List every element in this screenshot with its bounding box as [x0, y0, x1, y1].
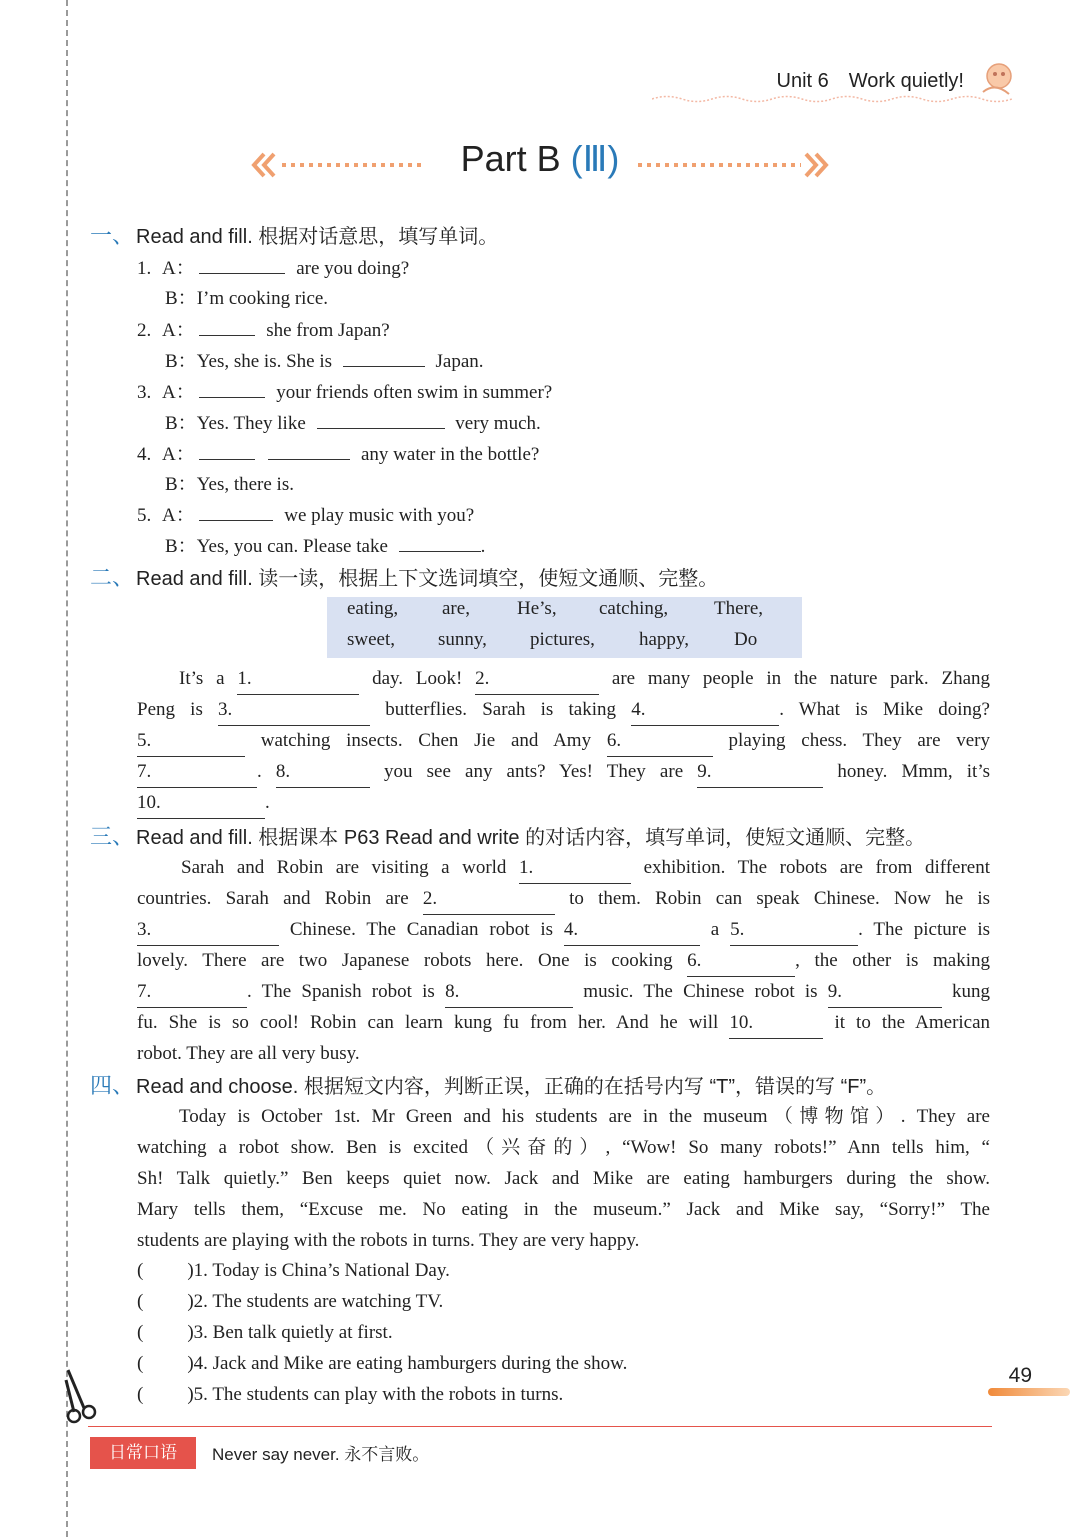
- s1-q4-a: [137, 439, 539, 469]
- answer-blank-5[interactable]: 5.: [730, 914, 858, 946]
- answer-blank[interactable]: [199, 439, 255, 460]
- word-bank-row: [327, 629, 802, 659]
- answer-blank-9[interactable]: 9.: [697, 756, 823, 788]
- s1-q2-b: [165, 346, 484, 376]
- q-text: are you doing?: [296, 258, 410, 279]
- page-number-bar: [988, 1388, 1070, 1396]
- q-text: very much.: [455, 413, 541, 434]
- answer-paren[interactable]: (: [137, 1384, 144, 1405]
- word-option: happy,: [639, 629, 689, 650]
- page-number: 49: [1008, 1364, 1032, 1387]
- section3-passage: [137, 852, 990, 1072]
- part-title-text: Part B: [460, 138, 561, 179]
- word-option: are,: [442, 598, 470, 619]
- q-number: 5.: [137, 505, 152, 526]
- answer-paren[interactable]: (: [137, 1291, 144, 1312]
- tf-question-1: ( )1. Today is China’s National Day.: [137, 1260, 450, 1281]
- q-text: .: [480, 536, 486, 557]
- section1-number: 一、: [90, 223, 135, 248]
- answer-blank-10[interactable]: 10.: [729, 1007, 823, 1039]
- header-wave-line: [652, 94, 1012, 104]
- answer-blank-7[interactable]: 7.: [137, 976, 247, 1008]
- answer-blank-10[interactable]: 10.: [137, 787, 265, 819]
- answer-blank-9[interactable]: 9.: [828, 976, 942, 1008]
- part-title-paren: (Ⅲ): [570, 138, 620, 179]
- answer-blank-7[interactable]: 7.: [137, 756, 257, 788]
- tf-question-3: ( )3. Ben talk quietly at first.: [137, 1322, 393, 1343]
- section3-number: 三、: [90, 824, 135, 849]
- speaker-a: A：: [162, 444, 195, 465]
- passage-line: Peng is 3. butterflies. Sarah is taking 4. . What is Mike doing?: [137, 694, 990, 725]
- answer-blank-6[interactable]: 6.: [607, 725, 713, 757]
- answer-blank[interactable]: [399, 531, 481, 552]
- section3-instruction: Read and fill. 根据课本 P63 Read and write 的对话内容，填写单词，使短文通顺、完整。: [136, 827, 926, 849]
- passage-line: fu. She is so cool! Robin can learn kung fu from her. And he will 10. it to the American: [137, 1007, 990, 1038]
- passage-line: 3. Chinese. The Canadian robot is 4. a 5. . The picture is: [137, 914, 990, 945]
- s1-q2-a: [137, 315, 390, 345]
- passage-line: watching a robot show. Ben is excited（兴奋的）, “Wow! So many robots!” Ann tells him, “: [137, 1137, 990, 1158]
- s1-q4-b: [165, 470, 294, 500]
- daily-phrase-badge: 日常口语: [90, 1437, 196, 1469]
- passage-line: robot. They are all very busy.: [137, 1043, 360, 1064]
- speaker-b: B：: [165, 413, 197, 434]
- section2-passage: [137, 663, 990, 823]
- s1-q1-b: [165, 284, 328, 314]
- q-text: Yes, she is. She is: [196, 351, 333, 372]
- answer-blank-5[interactable]: 5.: [137, 725, 245, 757]
- part-title: [0, 138, 1080, 180]
- section2-instruction: Read and fill. 读一读，根据上下文选词填空，使短文通顺、完整。: [136, 568, 719, 590]
- word-option: pictures,: [530, 629, 595, 650]
- answer-blank-8[interactable]: 8.: [276, 756, 370, 788]
- answer-blank-3[interactable]: 3.: [137, 914, 279, 946]
- answer-paren[interactable]: (: [137, 1260, 144, 1281]
- answer-blank[interactable]: [199, 253, 285, 274]
- passage-line: Today is October 1st. Mr Green and his students are in the museum（博物馆）. They are: [179, 1106, 990, 1127]
- q-number: 2.: [137, 320, 152, 341]
- passage-line: 7. . 8. you see any ants? Yes! They are 9. honey. Mmm, it’s: [137, 756, 990, 787]
- q-text: Yes, there is.: [196, 474, 294, 495]
- unit-title: Work quietly!: [848, 70, 964, 92]
- word-option: There,: [714, 598, 764, 619]
- s1-q5-a: [137, 500, 474, 530]
- answer-blank[interactable]: [199, 315, 255, 336]
- answer-blank-8[interactable]: 8.: [445, 976, 573, 1008]
- tf-question-4: ( )4. Jack and Mike are eating hamburgers during the show.: [137, 1353, 628, 1374]
- scissors-icon: [58, 1368, 102, 1426]
- q-text: she from Japan?: [266, 320, 390, 341]
- answer-blank-1[interactable]: 1.: [519, 852, 631, 884]
- passage-line: 7. . The Spanish robot is 8. music. The Chinese robot is 9. kung: [137, 976, 990, 1007]
- q-text: Japan.: [435, 351, 484, 372]
- passage-line: 10. .: [137, 787, 990, 818]
- tf-question-5: ( )5. The students can play with the robots in turns.: [137, 1384, 564, 1405]
- s1-q3-b: [165, 408, 541, 438]
- section4-passage: [137, 1101, 990, 1261]
- speaker-a: A：: [162, 505, 195, 526]
- section3-heading: [90, 823, 925, 851]
- speaker-a: A：: [162, 258, 195, 279]
- q-text: Yes. They like: [196, 413, 306, 434]
- word-option: sunny,: [438, 629, 487, 650]
- q-number: 1.: [137, 258, 152, 279]
- word-bank-row: [327, 598, 802, 628]
- section1-heading: [90, 222, 498, 250]
- answer-blank[interactable]: [317, 408, 445, 429]
- passage-line: 5. watching insects. Chen Jie and Amy 6. playing chess. They are very: [137, 725, 990, 756]
- speaker-a: A：: [162, 320, 195, 341]
- answer-blank[interactable]: [199, 500, 273, 521]
- word-option: eating,: [347, 598, 399, 619]
- speaker-b: B：: [165, 351, 197, 372]
- word-option: Do: [734, 629, 758, 650]
- answer-paren[interactable]: (: [137, 1353, 144, 1374]
- speaker-b: B：: [165, 536, 197, 557]
- word-option: sweet,: [347, 629, 396, 650]
- q-number: 3.: [137, 382, 152, 403]
- answer-blank[interactable]: [199, 377, 265, 398]
- section4-number: 四、: [90, 1073, 135, 1098]
- passage-line: Sh! Talk quietly.” Ben keeps quiet now. Jack and Mike are eating hamburgers during the show.: [137, 1168, 990, 1189]
- answer-blank-2[interactable]: 2.: [475, 663, 599, 695]
- footer-divider: [88, 1426, 992, 1427]
- answer-blank[interactable]: [268, 439, 350, 460]
- daily-phrase-text: Never say never. 永不言败。: [212, 1445, 430, 1464]
- passage-line: lovely. There are two Japanese robots here. One is cooking 6. , the other is making: [137, 945, 990, 976]
- q-text: your friends often swim in summer?: [276, 382, 553, 403]
- unit-label: Unit 6: [776, 70, 829, 92]
- answer-blank-6[interactable]: 6.: [687, 945, 795, 977]
- q-number: 4.: [137, 444, 152, 465]
- s1-q5-b: [165, 531, 485, 561]
- section2-heading: [90, 564, 718, 592]
- word-option: catching,: [599, 598, 669, 619]
- answer-blank-1[interactable]: 1.: [237, 663, 359, 695]
- answer-paren[interactable]: (: [137, 1322, 144, 1343]
- unit-header: [777, 70, 964, 93]
- answer-blank-3[interactable]: 3.: [218, 694, 370, 726]
- cut-line: [66, 0, 68, 1537]
- word-bank: [327, 597, 802, 658]
- word-option: He’s,: [517, 598, 557, 619]
- q-text: any water in the bottle?: [360, 444, 540, 465]
- passage-line: countries. Sarah and Robin are 2. to them. Robin can speak Chinese. Now he is: [137, 883, 990, 914]
- speaker-a: A：: [162, 382, 195, 403]
- answer-blank[interactable]: [343, 346, 425, 367]
- title-right-arrow-icon: [636, 150, 832, 180]
- passage-line: Mary tells them, “Excuse me. No eating in the museum.” Jack and Mike say, “Sorry!” The: [137, 1199, 990, 1220]
- section4-heading: [90, 1072, 886, 1100]
- section2-number: 二、: [90, 565, 135, 590]
- s1-q1-a: [137, 253, 409, 283]
- section4-instruction: Read and choose. 根据短文内容，判断正误，正确的在括号内写 “T”，错误的写 “F”。: [136, 1076, 887, 1098]
- s1-q3-a: [137, 377, 552, 407]
- speaker-b: B：: [165, 474, 197, 495]
- answer-blank-2[interactable]: 2.: [423, 883, 555, 915]
- passage-line: Sarah and Robin are visiting a world 1. exhibition. The robots are from different: [137, 852, 990, 883]
- answer-blank-4[interactable]: 4.: [631, 694, 779, 726]
- q-text: I’m cooking rice.: [196, 288, 329, 309]
- passage-line: students are playing with the robots in turns. They are very happy.: [137, 1230, 640, 1251]
- section1-instruction: Read and fill. 根据对话意思，填写单词。: [136, 226, 499, 248]
- tf-question-2: ( )2. The students are watching TV.: [137, 1291, 444, 1312]
- passage-line: It’s a 1. day. Look! 2. are many people in the nature park. Zhang: [137, 663, 990, 694]
- q-text: we play music with you?: [284, 505, 475, 526]
- answer-blank-4[interactable]: 4.: [564, 914, 700, 946]
- speaker-b: B：: [165, 288, 197, 309]
- q-text: Yes, you can. Please take: [196, 536, 388, 557]
